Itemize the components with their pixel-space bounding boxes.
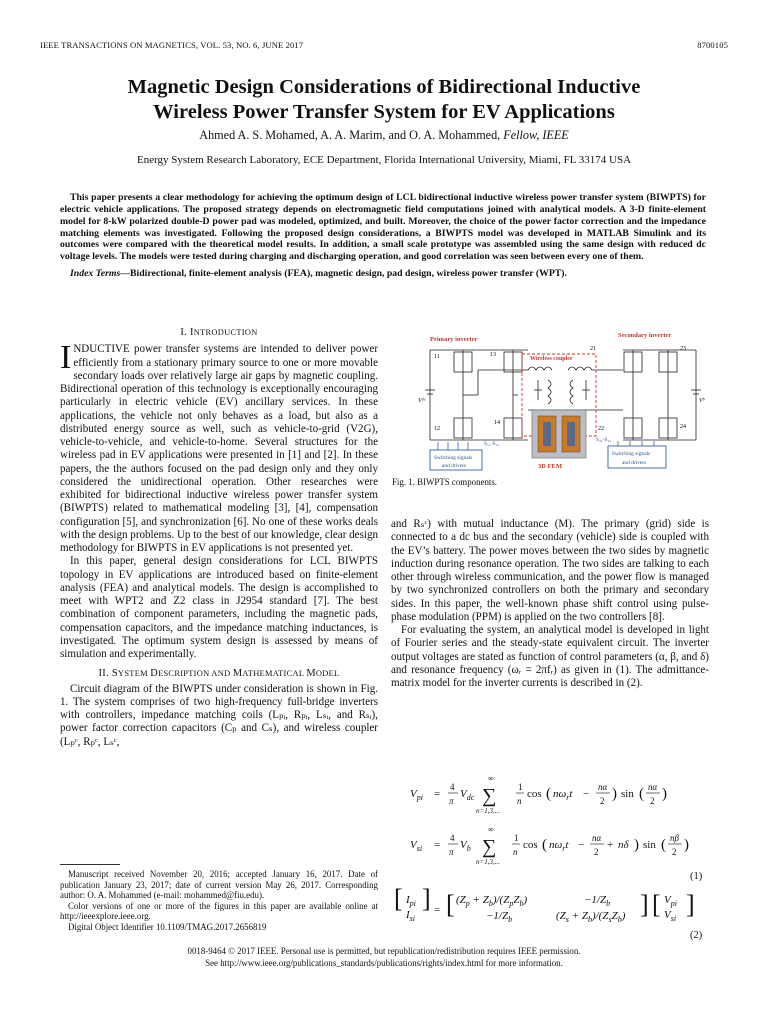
equation-2-number: (2) <box>690 930 703 941</box>
switch-13: 13 <box>490 352 496 358</box>
intro-paragraph-2: In this paper, general design considerations for LCL BIWPTS topology in EV applications are introduced based on finite-element analysis (FEA) and analytical models. The design is accomplished to meet with WPT2 and Z2 class in J2954 standard [7]. The best combination of component parameters, including the magnetic pads, compensation capacitors, and the impedance matching inductances, is investigated. The optimum system design is assessed by means of simulation and experimentally. <box>60 555 378 660</box>
author-names: Ahmed A. S. Mohamed, A. A. Marim, and O. A. Mohammed, <box>199 128 501 142</box>
figure-caption: Fig. 1. BIWPTS components. <box>392 477 498 487</box>
svg-text:2: 2 <box>650 796 655 806</box>
svg-text:[: [ <box>394 884 403 913</box>
svg-text:−: − <box>583 788 590 800</box>
journal-header: IEEE TRANSACTIONS ON MAGNETICS, VOL. 53, NO. 6, JUNE 2017 <box>40 40 304 50</box>
footnote-rule <box>60 864 120 865</box>
svg-text:(: ( <box>661 837 666 853</box>
left-driver-line-1: Switching signals <box>434 455 473 461</box>
drop-cap: I <box>60 339 72 377</box>
switch-11: 11 <box>434 354 440 360</box>
index-terms-text: Bidirectional, finite-element analysis (FEA), magnetic design, pad design, wireless power transfer (WPT). <box>130 268 567 280</box>
section-2-paragraph-1: Circuit diagram of the BIWPTS under consideration is shown in Fig. 1. The system comprises of two high-frequency full-bridge inverters with controllers, impedance matching coils (Lₚᵢ, Rₚᵢ, Lₛᵢ, and Rₛᵢ), power factor correction capacitors (Cₚ and Cₛ), and wireless coupler (Lₚᶜ, Rₚᶜ, Lₛᶜ, <box>60 682 378 748</box>
right-switch-range: S₂₁-S₂₄ <box>596 437 612 443</box>
copyright-line-2: See http://www.ieee.org/publications_standards/publications/rights/index.html for more information. <box>205 958 563 968</box>
svg-text:Vpi: $V_{pi}$ <box>410 788 423 802</box>
svg-text:=: = <box>434 904 441 916</box>
section-1-heading: I. INTRODUCTION <box>180 327 258 338</box>
authors <box>40 128 728 143</box>
svg-text:Vpi: $V_{pi}$ <box>664 894 677 908</box>
copyright-line-1: 0018-9464 © 2017 IEEE. Personal use is permitted, but republication/redistribution requires IEEE permission. <box>187 946 581 956</box>
svg-text:∑: ∑ <box>482 785 497 807</box>
svg-text:(Zs + Zb)/(ZsZb): $(Z_s + Z_b)/(Z_sZ_b)$ <box>556 910 626 924</box>
switch-12: 12 <box>434 426 440 432</box>
svg-text:): ) <box>662 786 667 802</box>
title-line-1: Magnetic Design Considerations of Bidirectional Inductive <box>127 76 641 98</box>
right-driver-line-2: and drivers <box>622 460 647 466</box>
svg-text:[: [ <box>446 890 455 919</box>
author-suffix: Fellow, IEEE <box>503 128 569 142</box>
svg-text:nβ: nβ <box>670 833 679 843</box>
right-driver-line-1: Switching signals <box>612 451 651 457</box>
right-column <box>391 518 709 690</box>
article-number: 8700105 <box>697 40 728 50</box>
svg-text:1: 1 <box>518 782 523 792</box>
svg-text:2: 2 <box>600 796 605 806</box>
equation-block <box>394 774 710 950</box>
figure-1 <box>418 330 708 470</box>
svg-text:Ipi: $I_{pi}$ <box>406 894 416 908</box>
left-driver-line-2: and drivers <box>442 463 467 469</box>
footnote-manuscript: Manuscript received November 20, 2016; accepted January 16, 2017. Date of publication January 23, 2017; date of current version May 26, 2017. Corresponding author: O. A. Mohammed (e-mail: mohammed@fiu.edu). <box>60 869 378 900</box>
svg-text:n: n <box>517 796 522 806</box>
svg-text:Vb: $V_b$ <box>460 839 471 853</box>
svg-text:2: 2 <box>594 847 599 857</box>
equations-svg <box>394 774 710 950</box>
svg-text:): ) <box>684 837 689 853</box>
svg-text:Vsi: $V_{si}$ <box>410 839 423 853</box>
equation-1-number: (1) <box>690 871 703 882</box>
paper-title <box>40 75 728 125</box>
switch-14: 14 <box>494 420 500 426</box>
svg-text:=: = <box>434 788 441 800</box>
svg-text:(: ( <box>542 837 547 853</box>
svg-text:n=1,3,...: n=1,3,... <box>476 858 500 866</box>
vb-label: Vᵇ <box>699 398 705 404</box>
circuit-diagram <box>418 330 708 470</box>
svg-text:]: ] <box>640 890 649 919</box>
fem-label: 3D FEM <box>538 463 563 470</box>
secondary-inverter-label: Secondary inverter <box>618 332 672 339</box>
svg-text:∞: ∞ <box>488 825 494 834</box>
right-paragraph-2: For evaluating the system, an analytical model is developed in light of Fourier series and the steady-state equivalent circuit. The inverter output voltages are stated as function of control parameters (α, β, and δ) and resonance frequency (ωᵣ = 2πfᵣ) as given in (1). The admittance-matrix model for the inverter currents is described in (2). <box>391 624 709 689</box>
svg-text:4: 4 <box>450 833 455 843</box>
svg-text:Vsi: $V_{si}$ <box>664 909 677 923</box>
svg-text:[: [ <box>652 890 661 919</box>
svg-text:nα: nα <box>592 833 602 843</box>
svg-text:): ) <box>634 837 639 853</box>
fem-pad-image <box>532 410 586 458</box>
footnote-color: Color versions of one or more of the figures in this paper are available online at http://ieeexplore.ieee.org. <box>60 900 378 921</box>
svg-text:−1/Zb: $-1/Z_b$ <box>486 910 513 924</box>
svg-text:2: 2 <box>672 847 677 857</box>
svg-text:∞: ∞ <box>488 774 494 783</box>
svg-text:−1/Zb: $-1/Z_b$ <box>584 894 611 908</box>
svg-text:]: ] <box>686 890 695 919</box>
svg-text:): ) <box>612 786 617 802</box>
svg-text:nδ: nδ <box>618 839 629 851</box>
svg-text:Vdc: $V_{dc}$ <box>460 788 475 802</box>
svg-text:(: ( <box>639 786 644 802</box>
svg-text:sin: sin <box>621 788 634 800</box>
left-switch-range: S₁₁-S₁₄ <box>484 441 500 447</box>
svg-text:1: 1 <box>514 833 519 843</box>
svg-text:cos: cos <box>527 788 542 800</box>
svg-text:Isi: $I_{si}$ <box>406 909 416 923</box>
abstract <box>60 192 706 280</box>
svg-text:(: ( <box>546 786 551 802</box>
svg-text:=: = <box>434 839 441 851</box>
svg-text:nωrt: $n\omega_rt$ <box>553 788 573 802</box>
svg-text:]: ] <box>422 884 431 913</box>
svg-text:π: π <box>449 796 454 806</box>
svg-text:nα: nα <box>648 782 658 792</box>
svg-text:n: n <box>513 847 518 857</box>
footnotes <box>60 869 378 932</box>
svg-text:π: π <box>449 847 454 857</box>
switch-23: 23 <box>680 346 686 352</box>
switch-24: 24 <box>680 424 686 430</box>
intro-paragraph-1: INDUCTIVE power transfer systems are intended to deliver power efficiently from a stationary primary source to one or more movable secondary loads over relatively large air gaps by magnetic coupling. Bidirectional operation of this technology is exceptionally encouraging particularly in electric vehicle (EV) ancillary services. In these applications, the vehicle not only behaves as a load, but also as a distributed energy source as well, such as vehicle-to-grid (V2G), vehicle-to-vehicle, and vehicle-to-home. Several structures for the wireless pad in EV applications were presented in [1] and [2]. In these papers, the the authors focused on the pad design only and they only considered the unidirectional operation. Other researches were exhibited for bidirectional inductive wireless power transfer system (BIWPTS) related to mathematical modeling [3], [4], compensation configuration [5], and synchronization [6]. No one of these works deals with the design problems. Up to the best of our knowledge, clear design methodology for BIWPTS in EV applications is not presented yet. <box>60 339 378 554</box>
svg-text:sin: sin <box>643 839 656 851</box>
svg-text:nα: nα <box>598 782 608 792</box>
left-column <box>60 326 378 749</box>
abstract-text: This paper presents a clear methodology for achieving the optimum design of LCL bidirectional inductive wireless power transfer system (BIWPTS) for electric vehicle applications. The proposed strategy depends on electromagnetic field computations joined with analytical models. A 3-D finite-element model for 8-kW polarized double-D power pad was modeled, optimized, and built. Moreover, the choice of the power factor correction and the impedance matching elements was investigated. Following the proposed design considerations, a BIWPTS model was developed in MATLAB Simulink and its outcomes were compared with the theoretical model results. In addition, a small scale prototype was assembled using the same design with reduced dc voltage levels. The models were tested during charging and discharging operation, and good correlation was seen between every one of them. <box>60 192 706 263</box>
index-terms-label: Index Terms— <box>70 268 131 280</box>
switch-21: 21 <box>590 346 596 352</box>
svg-text:(Zp + Zb)/(ZpZb): $(Z_p + Z_b)/(Z_pZ_b)$ <box>456 894 528 908</box>
svg-text:4: 4 <box>450 782 455 792</box>
svg-text:nωrt: $n\omega_rt$ <box>549 839 569 853</box>
title-line-2: Wireless Power Transfer System for EV Applications <box>153 101 615 123</box>
svg-text:∑: ∑ <box>482 836 497 858</box>
right-paragraph-1: and Rₛᶜ) with mutual inductance (M). The primary (grid) side is connected to a dc bus and the secondary (vehicle) side is coupled with the EV’s battery. The power moves between the two sides by magnetic induction during resonance operation. The two sides are talking to each other through wireless communication, and the power flow is managed by two synchronized controllers on both the primary and secondary sides. In this paper, the well-known phase shift control using pulse-phase modulation (PPM) is applied on the two controllers [8]. <box>391 518 709 623</box>
footnote-doi: Digital Object Identifier 10.1109/TMAG.2017.2656819 <box>68 921 267 932</box>
affiliation: Energy System Research Laboratory, ECE Department, Florida International University, Miami, FL 33174 USA <box>136 154 632 166</box>
primary-inverter-label: Primary inverter <box>430 336 478 343</box>
svg-text:n=1,3,...: n=1,3,... <box>476 807 500 815</box>
svg-text:cos: cos <box>523 839 538 851</box>
svg-text:−: − <box>578 839 585 851</box>
switch-22: 22 <box>598 426 604 432</box>
svg-text:+: + <box>607 839 614 851</box>
index-terms <box>60 268 706 280</box>
wireless-coupler-label: Wireless coupler <box>530 356 573 362</box>
vdc-label: Vᵈᶜ <box>418 398 426 404</box>
section-2-heading: II. SYSTEM DESCRIPTION AND MATHEMATICAL MODEL <box>98 668 340 680</box>
